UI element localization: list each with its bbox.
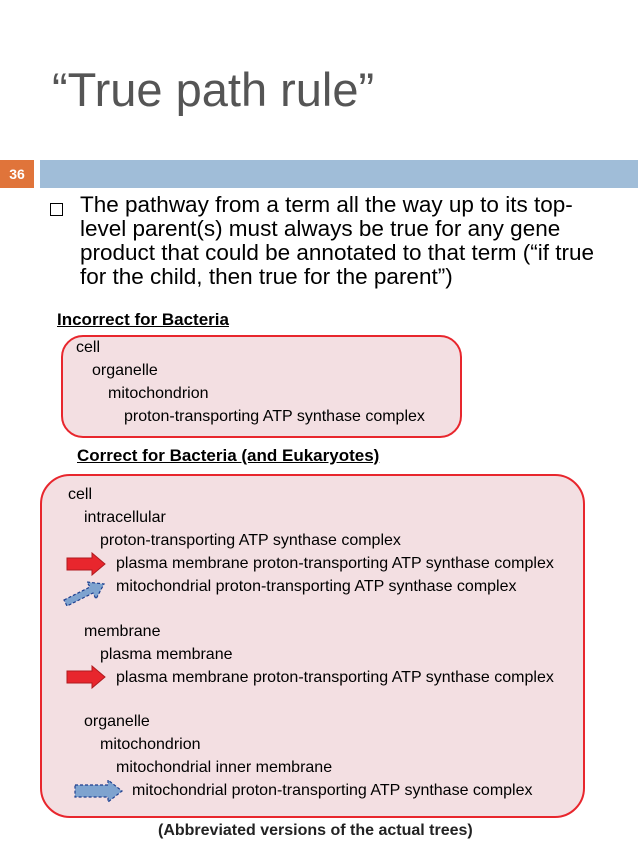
correct-heading: Correct for Bacteria (and Eukaryotes) (77, 446, 380, 465)
tree-line: proton-transporting ATP synthase complex (124, 408, 425, 425)
footer-note: (Abbreviated versions of the actual trees) (158, 822, 473, 839)
tree-line: organelle (84, 713, 150, 730)
tree-line: plasma membrane (100, 646, 233, 663)
tree-line: mitochondrial proton-transporting ATP synthase complex (132, 782, 533, 799)
blue-dashed-arrow-icon (74, 779, 124, 803)
tree-line: membrane (84, 623, 161, 640)
tree-line: cell (76, 339, 101, 356)
tree-line: proton-transporting ATP synthase complex (100, 532, 401, 549)
header-band (40, 160, 638, 188)
tree-line: intracellular (84, 509, 166, 526)
slide-title: “True path rule” (52, 63, 375, 116)
tree-line: plasma membrane proton-transporting ATP synthase complex (116, 669, 554, 686)
tree-line: organelle (92, 362, 158, 379)
red-right-arrow-icon (66, 552, 106, 576)
slide-number: 36 (0, 160, 34, 188)
tree-line: mitochondrion (100, 736, 201, 753)
square-bullet-icon (50, 203, 63, 216)
bullet-text: The pathway from a term all the way up to its top-level parent(s) must always be true for any gene product that could be annotated to that term (“if true for the child, then true for the parent”) (80, 192, 595, 289)
tree-line: cell (68, 486, 93, 503)
tree-line: plasma membrane proton-transporting ATP synthase complex (116, 555, 554, 572)
tree-line: mitochondrion (108, 385, 209, 402)
incorrect-heading: Incorrect for Bacteria (57, 310, 229, 329)
tree-line: mitochondrial proton-transporting ATP synthase complex (116, 578, 517, 595)
tree-line: mitochondrial inner membrane (116, 759, 333, 776)
red-right-arrow-icon (66, 665, 106, 689)
blue-dashed-arrow-icon (62, 578, 106, 610)
